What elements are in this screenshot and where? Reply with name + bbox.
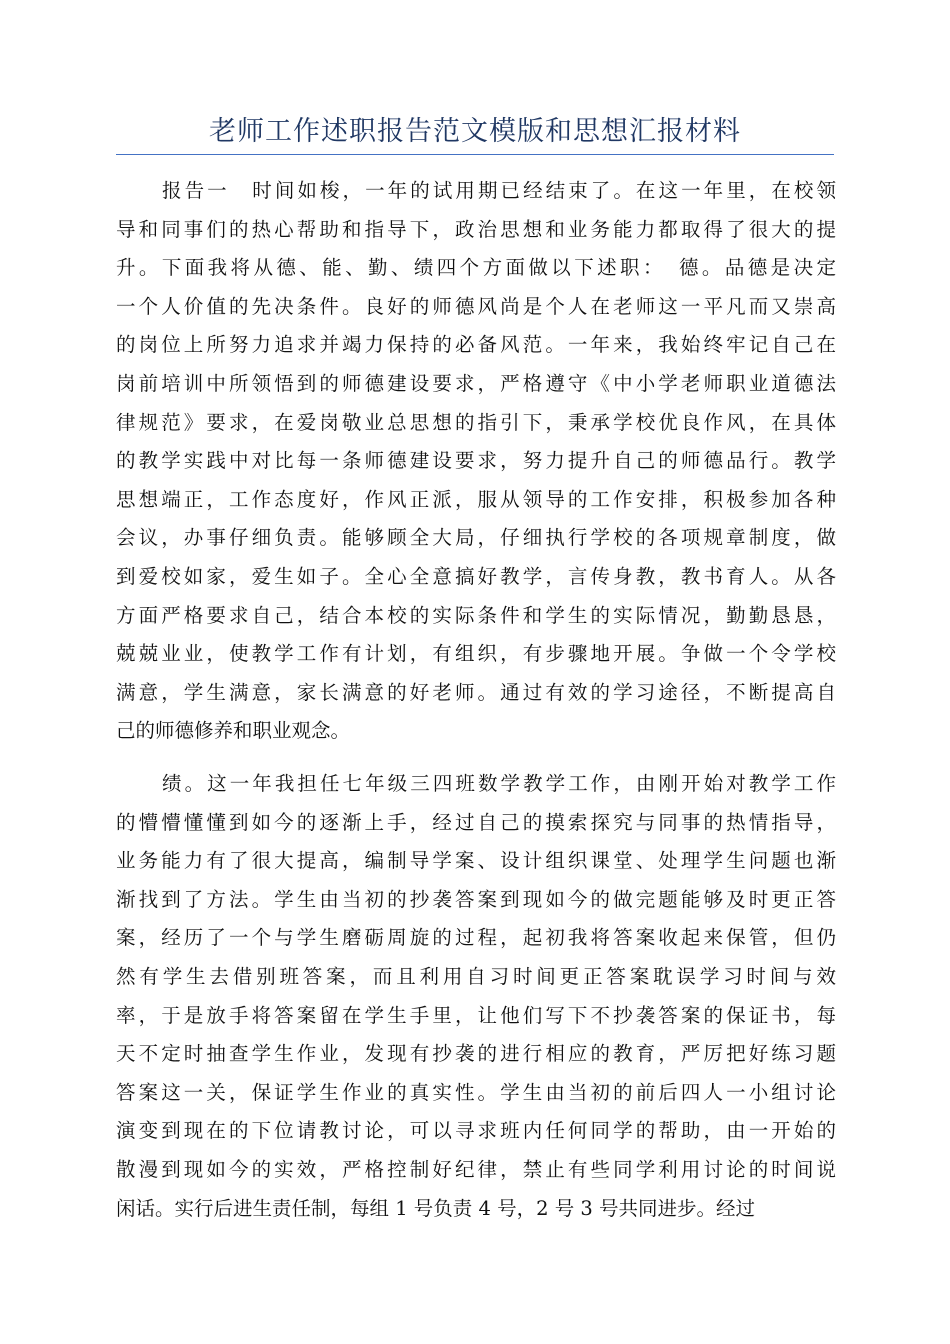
text-line: 绩。这一年我担任七年级三四班数学教学工作，由刚开始对教学工作 <box>162 772 836 795</box>
title-underline <box>116 154 834 155</box>
text-line: 率，于是放手将答案留在学生手里，让他们写下不抄袭答案的保证书，每 <box>116 1003 836 1027</box>
text-line: 渐找到了方法。学生由当初的抄袭答案到现如今的做完题能够及时更正答 <box>116 887 836 911</box>
text-line: 案，经历了一个与学生磨砺周旋的过程，起初我将答案收起来保管，但仍 <box>116 926 836 950</box>
text-line: 升。下面我将从德、能、勤、绩四个方面做以下述职： 德。品德是决定 <box>116 256 836 280</box>
text-line: 方面严格要求自己，结合本校的实际条件和学生的实际情况，勤勤恳恳， <box>116 603 836 627</box>
text-line: 岗前培训中所领悟到的师德建设要求，严格遵守《中小学老师职业道德法 <box>116 371 836 395</box>
text-line: 然有学生去借别班答案，而且利用自习时间更正答案耽误学习时间与效 <box>116 964 836 988</box>
text-line: 到爱校如家，爱生如子。全心全意搞好教学，言传身教，教书育人。从各 <box>116 564 836 588</box>
text-line: 的教学实践中对比每一条师德建设要求，努力提升自己的师德品行。教学 <box>116 449 836 473</box>
text-line: 律规范》要求，在爱岗敬业总思想的指引下，秉承学校优良作风，在具体 <box>116 410 836 434</box>
text-line: 报告一 时间如梭，一年的试用期已经结束了。在这一年里，在校领 <box>162 179 836 202</box>
text-line: 闲话。实行后进生责任制，每组 1 号负责 4 号，2 号 3 号共同进步。经过 <box>116 1196 756 1220</box>
text-line: 答案这一关，保证学生作业的真实性。学生由当初的前后四人一小组讨论 <box>116 1080 836 1104</box>
text-line: 己的师德修养和职业观念。 <box>116 719 351 743</box>
text-line: 散漫到现如今的实效，严格控制好纪律，禁止有些同学利用讨论的时间说 <box>116 1157 836 1181</box>
text-line: 满意，学生满意，家长满意的好老师。通过有效的学习途径，不断提高自 <box>116 680 836 704</box>
text-line: 一个人价值的先决条件。良好的师德风尚是个人在老师这一平凡而又崇高 <box>116 294 836 318</box>
text-line: 的懵懵懂懂到如今的逐渐上手，经过自己的摸索探究与同事的热情指导， <box>116 810 836 834</box>
text-line: 业务能力有了很大提高，编制导学案、设计组织课堂、处理学生问题也渐 <box>116 849 836 873</box>
paragraph-ji <box>116 765 836 1228</box>
text-line: 的岗位上所努力追求并竭力保持的必备风范。一年来，我始终牢记自己在 <box>116 333 836 357</box>
text-line: 天不定时抽查学生作业，发现有抄袭的进行相应的教育，严厉把好练习题 <box>116 1042 836 1066</box>
text-line: 演变到现在的下位请教讨论，可以寻求班内任何同学的帮助，由一开始的 <box>116 1119 836 1143</box>
text-line: 会议，办事仔细负责。能够顾全大局，仔细执行学校的各项规章制度，做 <box>116 526 836 550</box>
text-line: 兢兢业业，使教学工作有计划，有组织，有步骤地开展。争做一个令学校 <box>116 642 836 666</box>
text-line: 导和同事们的热心帮助和指导下，政治思想和业务能力都取得了很大的提 <box>116 217 836 241</box>
document-title: 老师工作述职报告范文模版和思想汇报材料 <box>209 116 741 147</box>
paragraph-de <box>116 172 836 751</box>
text-line: 思想端正，工作态度好，作风正派，服从领导的工作安排，积极参加各种 <box>116 487 836 511</box>
